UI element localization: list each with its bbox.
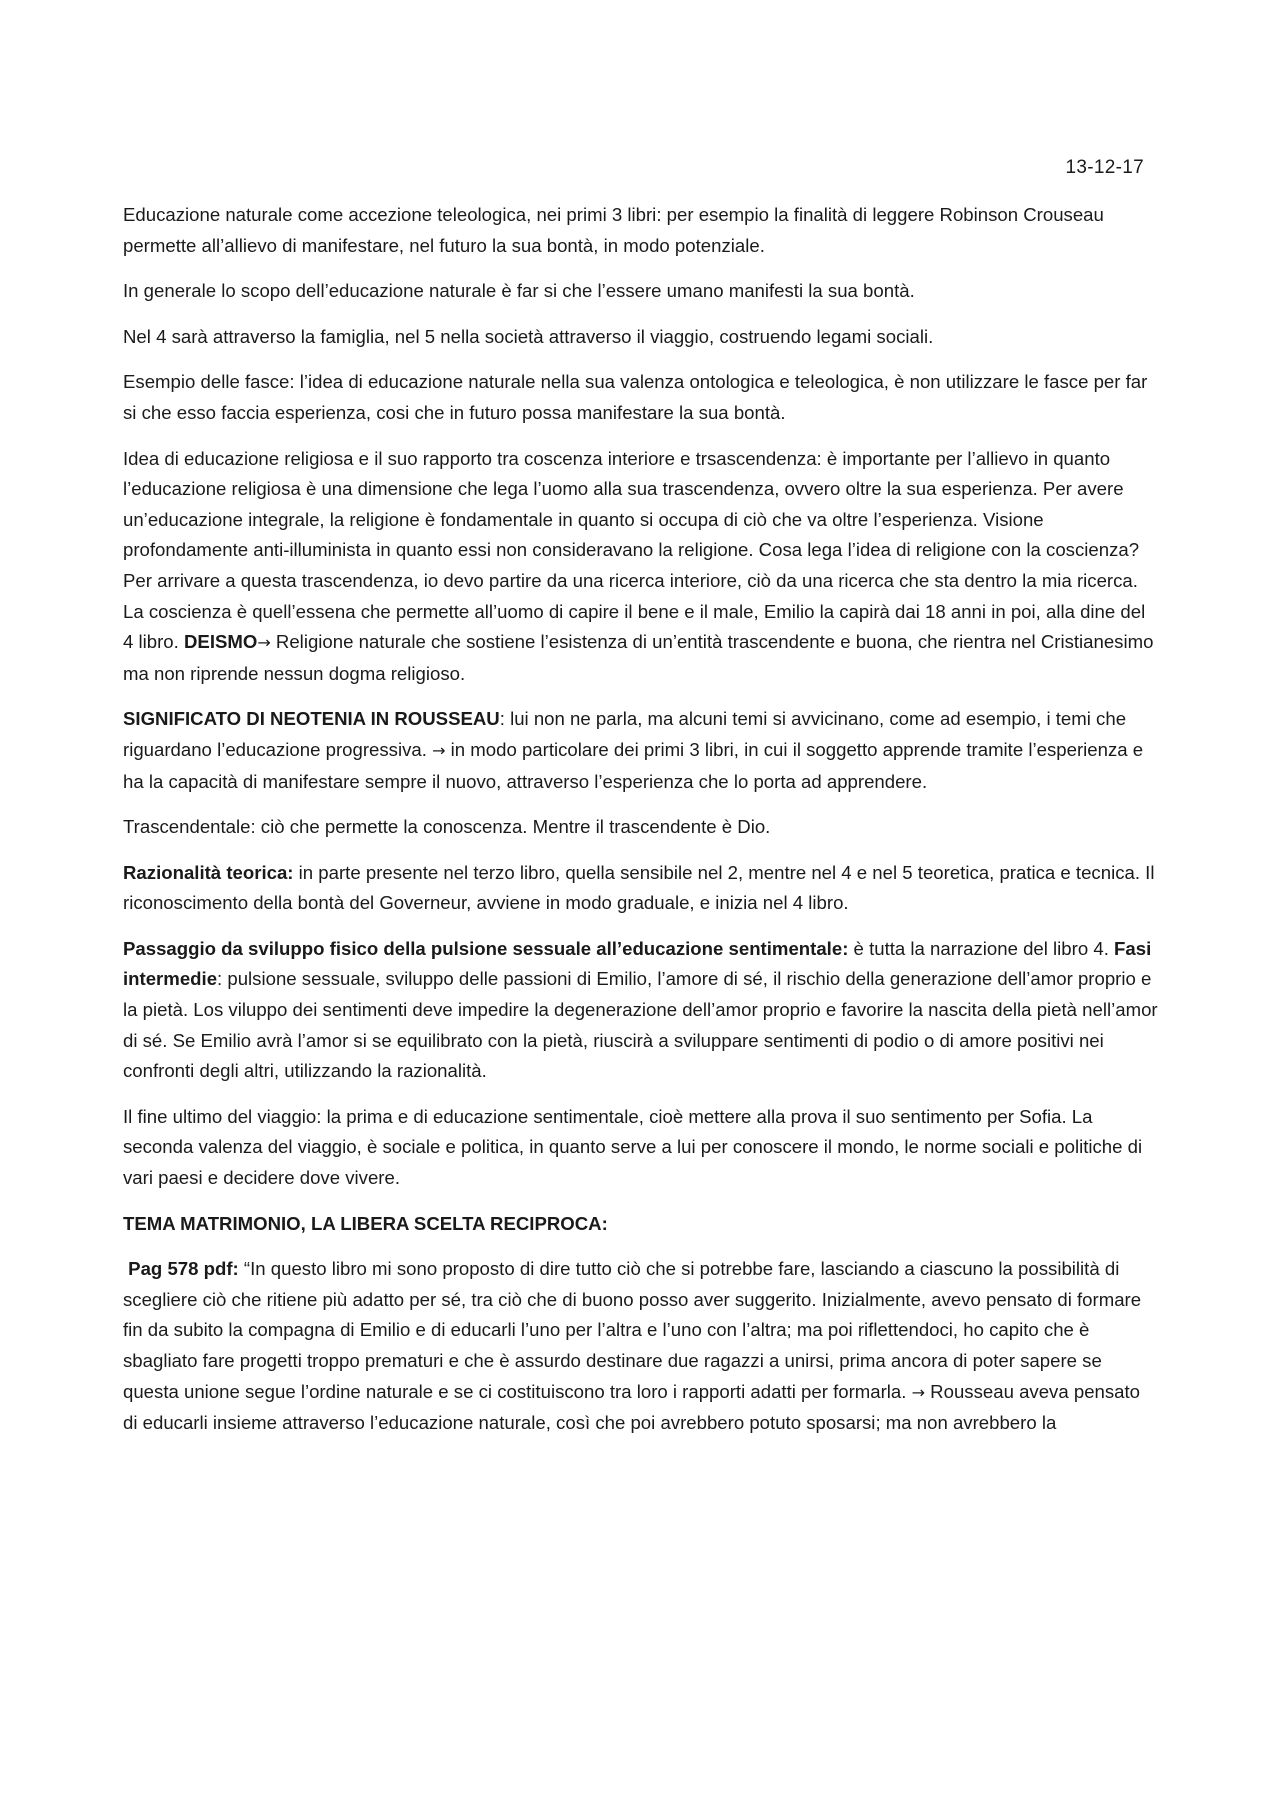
paragraph-text: Trascendentale: ciò che permette la conoscenza. Mentre il trascendente è Dio. <box>123 816 771 838</box>
term-rationality: Razionalità teorica: <box>123 861 294 883</box>
paragraph-text: Religione naturale che sostiene l’esistenza di un’entità trascendente e buona, che rientra nel Cristianesimo ma non riprende nessun dogma religioso. <box>123 631 1154 684</box>
paragraph-text: Educazione naturale come accezione teleologica, nei primi 3 libri: per esempio la finalità di leggere Robinson Crouseau permette all’allievo di manifestare, nel futuro la sua bontà, in modo potenziale. <box>123 204 1104 256</box>
paragraph-text: Rousseau aveva pensato di educarli insieme attraverso l’educazione naturale, così che poi avrebbero potuto sposarsi; ma non avrebbero la <box>123 1380 1141 1434</box>
arrow-right-icon: → <box>911 1382 926 1402</box>
paragraph-purpose <box>123 276 1159 307</box>
arrow-right-icon: → <box>432 740 446 760</box>
paragraph-quote <box>123 1254 1159 1439</box>
paragraph-text: in parte presente nel terzo libro, quella sensibile nel 2, mentre nel 4 e nel 5 teoretica, pratica e tecnica. Il riconoscimento della bontà del Governeur, avviene in modo graduale, e inizia nel 4 libro. <box>123 861 1155 914</box>
paragraph-sentimental-education <box>123 934 1159 1087</box>
paragraph-transcendental <box>123 812 1159 843</box>
document-body <box>123 200 1159 1439</box>
paragraph-text: Idea di educazione religiosa e il suo rapporto tra coscenza interiore e trsascendenza: è importante per l’allievo in quanto l’educazione religiosa è una dimensione che lega l’uomo alla sua trascendenza, ovvero oltre la sua esperienza. Per avere un’educazione integrale, la religione è fondamentale in quanto si occupa di ciò che va oltre l’esperienza. Visione profondamente anti-illuminista in quanto essi non consideravano la religione. Cosa lega l’idea di religione con la coscienza? Per arrivare a questa trascendenza, io devo partire da una ricerca interiore, ciò da una ricerca che sta dentro la mia ricerca. La coscienza è quell’essena che permette all’uomo di capire il bene e il male, Emilio la capirà dai 18 anni in poi, alla dine del 4 libro. <box>123 447 1146 653</box>
paragraph-text: “In questo libro mi sono proposto di dire tutto ciò che si potrebbe fare, lasciando a ciascuno la possibilità di scegliere ciò che ritiene più adatto per sé, tra ciò che di buono posso aver suggerito. Inizialmente, avevo pensato di formare fin da subito la compagna di Emilio e di educarli l’uno per l’altra e l’uno con l’altra; ma poi riflettendoci, ho capito che è sbagliato fare progetti troppo prematuri e che è assurdo destinare due ragazzi a unirsi, prima ancora di poter sapere se questa unione segue l’ordine naturale e se ci costituiscono tra loro i rapporti adatti per formarla. <box>123 1258 1142 1402</box>
date-label: 13-12-17 <box>1065 157 1144 178</box>
paragraph-religious-education <box>123 444 1159 690</box>
paragraph-rationality <box>123 858 1159 919</box>
paragraph-family-society <box>123 322 1159 353</box>
heading-marriage: TEMA MATRIMONIO, LA LIBERA SCELTA RECIPROCA: <box>123 1212 608 1234</box>
paragraph-swaddling <box>123 367 1159 428</box>
paragraph-teleological <box>123 200 1159 261</box>
paragraph-text: Nel 4 sarà attraverso la famiglia, nel 5 nella società attraverso il viaggio, costruendo legami sociali. <box>123 325 934 347</box>
paragraph-text: in modo particolare dei primi 3 libri, in cui il soggetto apprende tramite l’esperienza e ha la capacità di manifestare sempre il nuovo, attraverso l’esperienza che lo porta ad apprendere. <box>123 738 1144 792</box>
arrow-right-icon: → <box>257 633 271 653</box>
term-passage: Passaggio da sviluppo fisico della pulsione sessuale all’educazione sentimentale: <box>123 937 849 959</box>
paragraph-text: Il fine ultimo del viaggio: la prima e di educazione sentimentale, cioè mettere alla prova il suo sentimento per Sofia. La seconda valenza del viaggio, è sociale e politica, in quanto serve a lui per conoscere il mondo, le norme sociali e politiche di vari paesi e decidere dove vivere. <box>123 1105 1143 1189</box>
paragraph-marriage-heading <box>123 1209 1159 1240</box>
paragraph-text: : pulsione sessuale, sviluppo delle passioni di Emilio, l’amore di sé, il rischio della generazione dell’amor proprio e la pietà. Los viluppo dei sentimenti deve impedire la degenerazione dell’amor proprio e favorire la nascita della pietà nell’amor di sé. Se Emilio avrà l’amor si se equilibrato con la pietà, riuscirà a sviluppare sentimenti di podio o di amore positivi nei confronti degli altri, utilizzando la razionalità. <box>123 968 1158 1082</box>
paragraph-neoteny <box>123 704 1159 797</box>
paragraph-text: è tutta la narrazione del libro 4. <box>848 937 1115 959</box>
heading-neoteny: SIGNIFICATO DI NEOTENIA IN ROUSSEAU <box>123 708 500 730</box>
paragraph-journey <box>123 1102 1159 1194</box>
paragraph-text: In generale lo scopo dell’educazione naturale è far si che l’essere umano manifesti la sua bontà. <box>123 280 915 302</box>
term-deismo: DEISMO <box>183 631 258 653</box>
paragraph-text: : lui non ne parla, ma alcuni temi si avvicinano, come ad esempio, i temi che riguardano l’educazione progressiva. <box>123 708 1127 760</box>
paragraph-text: Esempio delle fasce: l’idea di educazione naturale nella sua valenza ontologica e teleologica, è non utilizzare le fasce per far si che esso faccia esperienza, cosi che in futuro possa manifestare la sua bontà. <box>123 371 1148 423</box>
page-reference: Pag 578 pdf: <box>128 1258 239 1280</box>
term-intermediate-phases: Fasi intermedie <box>123 937 1152 990</box>
